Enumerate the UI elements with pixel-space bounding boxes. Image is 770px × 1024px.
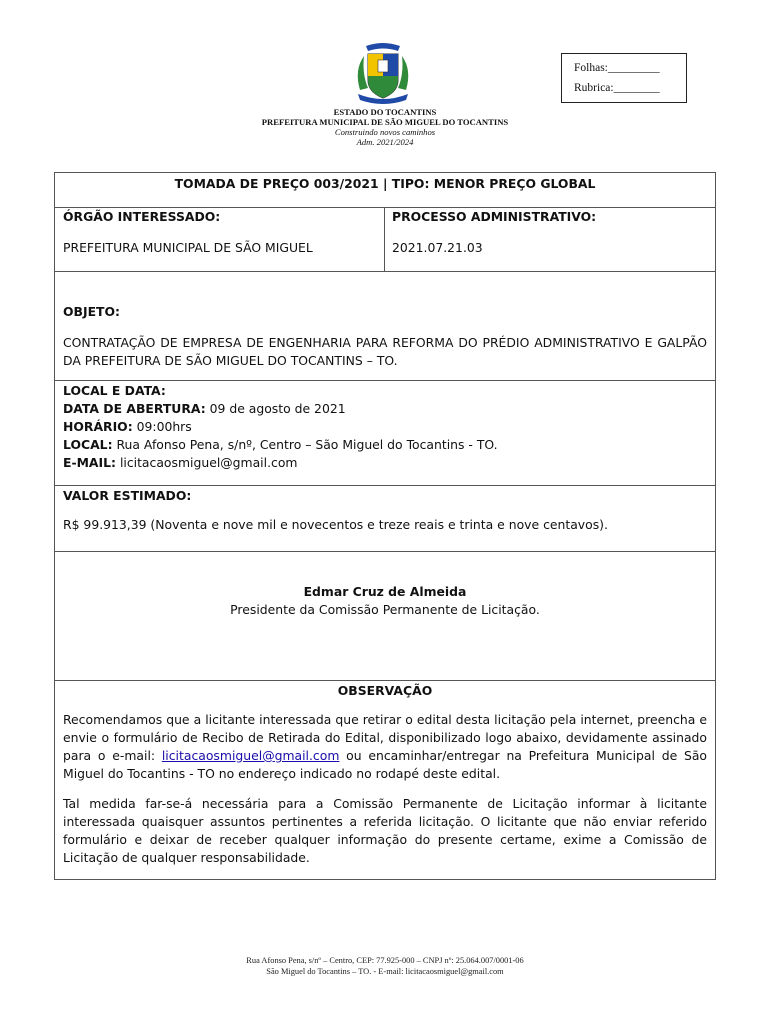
page-footer [160,955,610,977]
slogan: Construindo novos caminhos [334,127,436,137]
folhas-line: Folhas:_________ [574,62,660,74]
orgao-value: PREFEITURA MUNICIPAL DE SÃO MIGUEL [63,240,313,255]
observacao-paragraph-1 [63,711,707,783]
email-link[interactable]: licitacaosmiguel@gmail.com [161,748,340,763]
signatory-name: Edmar Cruz de Almeida [303,584,467,599]
municipal-coat-of-arms [352,40,414,106]
title-row [54,172,716,208]
state-name: ESTADO DO TOCANTINS [333,107,437,117]
rubrica-line: Rubrica:________ [574,82,660,94]
column-divider [384,208,385,271]
valor-text: R$ 99.913,39 (Noventa e nove mil e novecentos e treze reais e trinta e nove centavos). [63,517,608,532]
horario-value: 09:00hrs [132,419,192,434]
local-data-row [54,380,716,486]
observacao-row [54,680,716,880]
observacao-label: OBSERVAÇÃO [337,683,433,698]
horario-line [63,418,498,436]
footer-email: São Miguel do Tocantins – TO. - E-mail: licitacaosmiguel@gmail.com [266,967,504,976]
abertura-value: 09 de agosto de 2021 [205,401,346,416]
footer-address: Rua Afonso Pena, s/nº – Centro, CEP: 77.925-000 – CNPJ nº: 25.064.007/0001-06 [246,956,524,965]
objeto-text: CONTRATAÇÃO DE EMPRESA DE ENGENHARIA PARA REFORMA DO PRÉDIO ADMINISTRATIVO E GALPÃO DA PREFEITURA DE SÃO MIGUEL DO TOCANTINS – TO. [63,335,707,368]
document-title: TOMADA DE PREÇO 003/2021 | TIPO: MENOR PREÇO GLOBAL [174,176,596,191]
signatory-role: Presidente da Comissão Permanente de Licitação. [230,602,540,617]
processo-value: 2021.07.21.03 [392,240,483,255]
observacao-p1-text: Recomendamos que a licitante interessada que retirar o edital desta licitação pela internet, preencha e envie o formulário de Recibo de Retirada do Edital, disponibilizado logo abaixo, devidamente assinado para o e-mail: [63,712,707,763]
objeto-label: OBJETO: [63,304,120,319]
administration-period: Adm. 2021/2024 [356,137,414,147]
local-value: Rua Afonso Pena, s/nº, Centro – São Miguel do Tocantins - TO. [112,437,498,452]
local-label: LOCAL: [63,437,113,452]
observacao-paragraph-2: Tal medida far-se-á necessária para a Comissão Permanente de Licitação informar à licitante interessada quaisquer assuntos pertinentes a referida licitação. O licitante que não enviar referido formulário e deixar de receber qualquer informação do presente certame, exime a Comissão de Licitação de qualquer responsabilidade. [63,796,707,865]
abertura-label: DATA DE ABERTURA: [63,401,206,416]
folhas-rubrica-box [561,53,687,103]
email-line [63,454,498,472]
valor-label: VALOR ESTIMADO: [63,488,192,503]
horario-label: HORÁRIO: [63,419,133,434]
document-header [200,107,570,147]
processo-label: PROCESSO ADMINISTRATIVO: [392,209,597,224]
observacao-p1-text-end: ou encaminhar/entregar na Prefeitura Municipal de São Miguel do Tocantins - TO no endereço indicado no rodapé deste edital. [63,748,708,781]
objeto-row [54,271,716,381]
email-value: licitacaosmiguel@gmail.com [116,455,298,470]
local-line [63,436,498,454]
orgao-processo-row [54,207,716,272]
signature-row [54,551,716,681]
valor-row [54,485,716,552]
abertura-line [63,400,498,418]
email-label: E-MAIL: [63,455,116,470]
prefeitura-name: PREFEITURA MUNICIPAL DE SÃO MIGUEL DO TOCANTINS [261,117,509,127]
local-data-label: LOCAL E DATA: [63,383,166,398]
orgao-label: ÓRGÃO INTERESSADO: [63,209,221,224]
